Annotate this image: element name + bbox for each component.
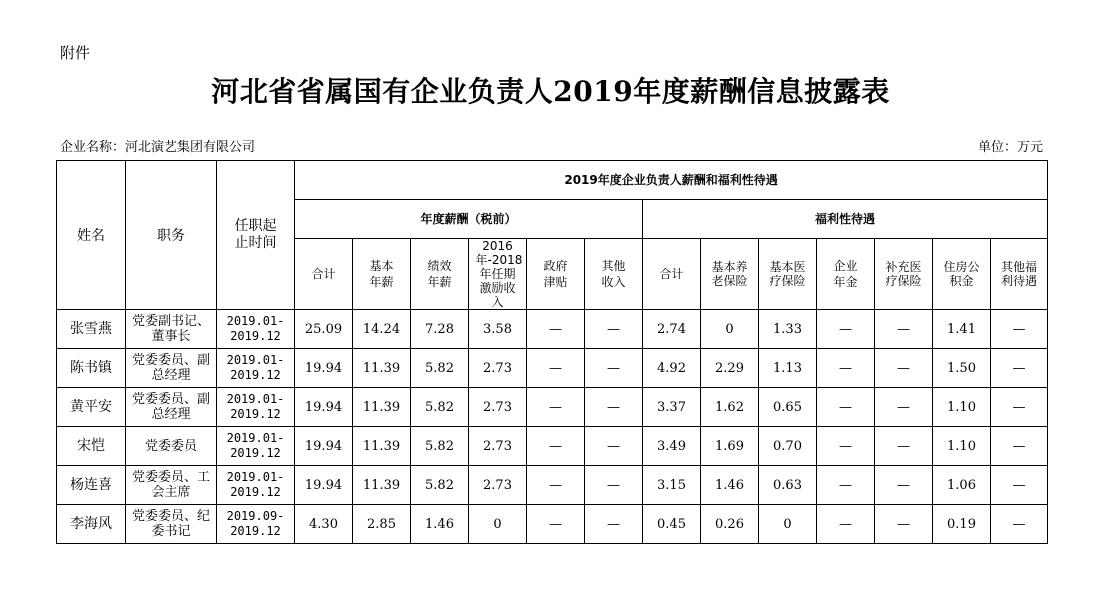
table-row	[57, 505, 1048, 544]
welfare-value: 0.65	[759, 388, 817, 427]
welfare-value: —	[817, 505, 875, 544]
table-row	[57, 466, 1048, 505]
salary-value: 2.73	[469, 349, 527, 388]
salary-value: 14.24	[353, 310, 411, 349]
salary-value: 2.85	[353, 505, 411, 544]
header-salary-col: 2016年-2018年任期激励收入	[469, 239, 527, 310]
welfare-value: 1.41	[933, 310, 991, 349]
header-welfare-col: 基本医疗保险	[759, 239, 817, 310]
person-position: 党委委员	[126, 427, 217, 466]
term-period: 2019.01-2019.12	[217, 349, 295, 388]
welfare-value: —	[817, 466, 875, 505]
welfare-value: 1.13	[759, 349, 817, 388]
welfare-value: 1.10	[933, 388, 991, 427]
welfare-value: 2.29	[701, 349, 759, 388]
person-position: 党委委员、纪委书记	[126, 505, 217, 544]
welfare-value: 0	[759, 505, 817, 544]
salary-value: 4.30	[295, 505, 353, 544]
header-salary-col: 合计	[295, 239, 353, 310]
salary-value: 25.09	[295, 310, 353, 349]
welfare-value: —	[991, 349, 1048, 388]
welfare-value: 1.62	[701, 388, 759, 427]
person-name: 宋恺	[57, 427, 126, 466]
header-salary-col: 其他收入	[585, 239, 643, 310]
salary-value: 19.94	[295, 427, 353, 466]
person-name: 李海风	[57, 505, 126, 544]
welfare-value: 1.06	[933, 466, 991, 505]
welfare-value: —	[991, 427, 1048, 466]
welfare-value: —	[991, 388, 1048, 427]
salary-value: 2.73	[469, 427, 527, 466]
header-salary-col: 基本年薪	[353, 239, 411, 310]
salary-value: —	[527, 310, 585, 349]
welfare-value: 0.63	[759, 466, 817, 505]
salary-value: 5.82	[411, 388, 469, 427]
person-position: 党委副书记、董事长	[126, 310, 217, 349]
welfare-value: —	[817, 388, 875, 427]
salary-value: —	[527, 427, 585, 466]
welfare-value: 1.50	[933, 349, 991, 388]
welfare-value: —	[991, 310, 1048, 349]
header-welfare-col: 其他福利待遇	[991, 239, 1048, 310]
header-group: 2019年度企业负责人薪酬和福利性待遇	[295, 161, 1048, 200]
welfare-value: —	[817, 310, 875, 349]
term-period: 2019.01-2019.12	[217, 310, 295, 349]
salary-value: 11.39	[353, 466, 411, 505]
salary-value: —	[527, 466, 585, 505]
salary-table	[56, 160, 1048, 544]
term-period: 2019.01-2019.12	[217, 427, 295, 466]
salary-value: 19.94	[295, 388, 353, 427]
header-salary-col: 政府津贴	[527, 239, 585, 310]
welfare-value: 0.19	[933, 505, 991, 544]
person-position: 党委委员、工会主席	[126, 466, 217, 505]
welfare-value: 3.15	[643, 466, 701, 505]
welfare-value: 0.26	[701, 505, 759, 544]
salary-value: —	[527, 505, 585, 544]
table-row	[57, 427, 1048, 466]
salary-value: —	[585, 427, 643, 466]
salary-value: 5.82	[411, 349, 469, 388]
welfare-value: —	[817, 349, 875, 388]
attachment-label: 附件	[60, 44, 91, 62]
welfare-value: 1.46	[701, 466, 759, 505]
salary-value: —	[527, 388, 585, 427]
welfare-value: —	[875, 505, 933, 544]
person-name: 张雪燕	[57, 310, 126, 349]
salary-value: 5.82	[411, 466, 469, 505]
welfare-value: 1.33	[759, 310, 817, 349]
salary-value: —	[585, 349, 643, 388]
header-name: 姓名	[57, 161, 126, 310]
salary-value: —	[585, 466, 643, 505]
welfare-value: 3.49	[643, 427, 701, 466]
salary-value: 0	[469, 505, 527, 544]
welfare-value: —	[991, 466, 1048, 505]
person-position: 党委委员、副总经理	[126, 349, 217, 388]
header-term: 任职起止时间	[217, 161, 295, 310]
salary-value: 2.73	[469, 466, 527, 505]
table-row	[57, 388, 1048, 427]
header-welfare-col: 合计	[643, 239, 701, 310]
term-period: 2019.01-2019.12	[217, 388, 295, 427]
welfare-value: —	[817, 427, 875, 466]
person-position: 党委委员、副总经理	[126, 388, 217, 427]
welfare-value: —	[991, 505, 1048, 544]
welfare-value: 3.37	[643, 388, 701, 427]
welfare-value: —	[875, 349, 933, 388]
welfare-value: —	[875, 388, 933, 427]
salary-value: —	[585, 388, 643, 427]
welfare-value: 4.92	[643, 349, 701, 388]
welfare-value: 1.69	[701, 427, 759, 466]
welfare-value: 0	[701, 310, 759, 349]
welfare-value: —	[875, 427, 933, 466]
person-name: 陈书镇	[57, 349, 126, 388]
unit-label: 单位：万元	[977, 140, 1043, 155]
welfare-value: —	[875, 466, 933, 505]
table-row	[57, 310, 1048, 349]
term-period: 2019.09-2019.12	[217, 505, 295, 544]
salary-value: 3.58	[469, 310, 527, 349]
salary-value: —	[585, 310, 643, 349]
header-welfare-col: 企业年金	[817, 239, 875, 310]
salary-value: 11.39	[353, 349, 411, 388]
header-welfare-col: 补充医疗保险	[875, 239, 933, 310]
welfare-value: —	[875, 310, 933, 349]
salary-value: 11.39	[353, 388, 411, 427]
salary-value: 19.94	[295, 466, 353, 505]
document-title: 河北省省属国有企业负责人2019年度薪酬信息披露表	[211, 75, 890, 108]
welfare-value: 2.74	[643, 310, 701, 349]
person-name: 黄平安	[57, 388, 126, 427]
term-period: 2019.01-2019.12	[217, 466, 295, 505]
welfare-value: 0.70	[759, 427, 817, 466]
salary-value: 5.82	[411, 427, 469, 466]
header-salary-col: 绩效年薪	[411, 239, 469, 310]
welfare-value: 0.45	[643, 505, 701, 544]
welfare-value: 1.10	[933, 427, 991, 466]
header-welfare-col: 基本养老保险	[701, 239, 759, 310]
salary-value: 11.39	[353, 427, 411, 466]
header-welfare-group: 福利性待遇	[643, 200, 1048, 239]
header-salary-group: 年度薪酬（税前）	[295, 200, 643, 239]
header-welfare-col: 住房公积金	[933, 239, 991, 310]
salary-value: 2.73	[469, 388, 527, 427]
salary-value: 7.28	[411, 310, 469, 349]
salary-value: 19.94	[295, 349, 353, 388]
person-name: 杨连喜	[57, 466, 126, 505]
table-row	[57, 349, 1048, 388]
header-position: 职务	[126, 161, 217, 310]
company-name: 企业名称：河北演艺集团有限公司	[60, 140, 256, 155]
salary-value: —	[585, 505, 643, 544]
salary-value: —	[527, 349, 585, 388]
salary-value: 1.46	[411, 505, 469, 544]
